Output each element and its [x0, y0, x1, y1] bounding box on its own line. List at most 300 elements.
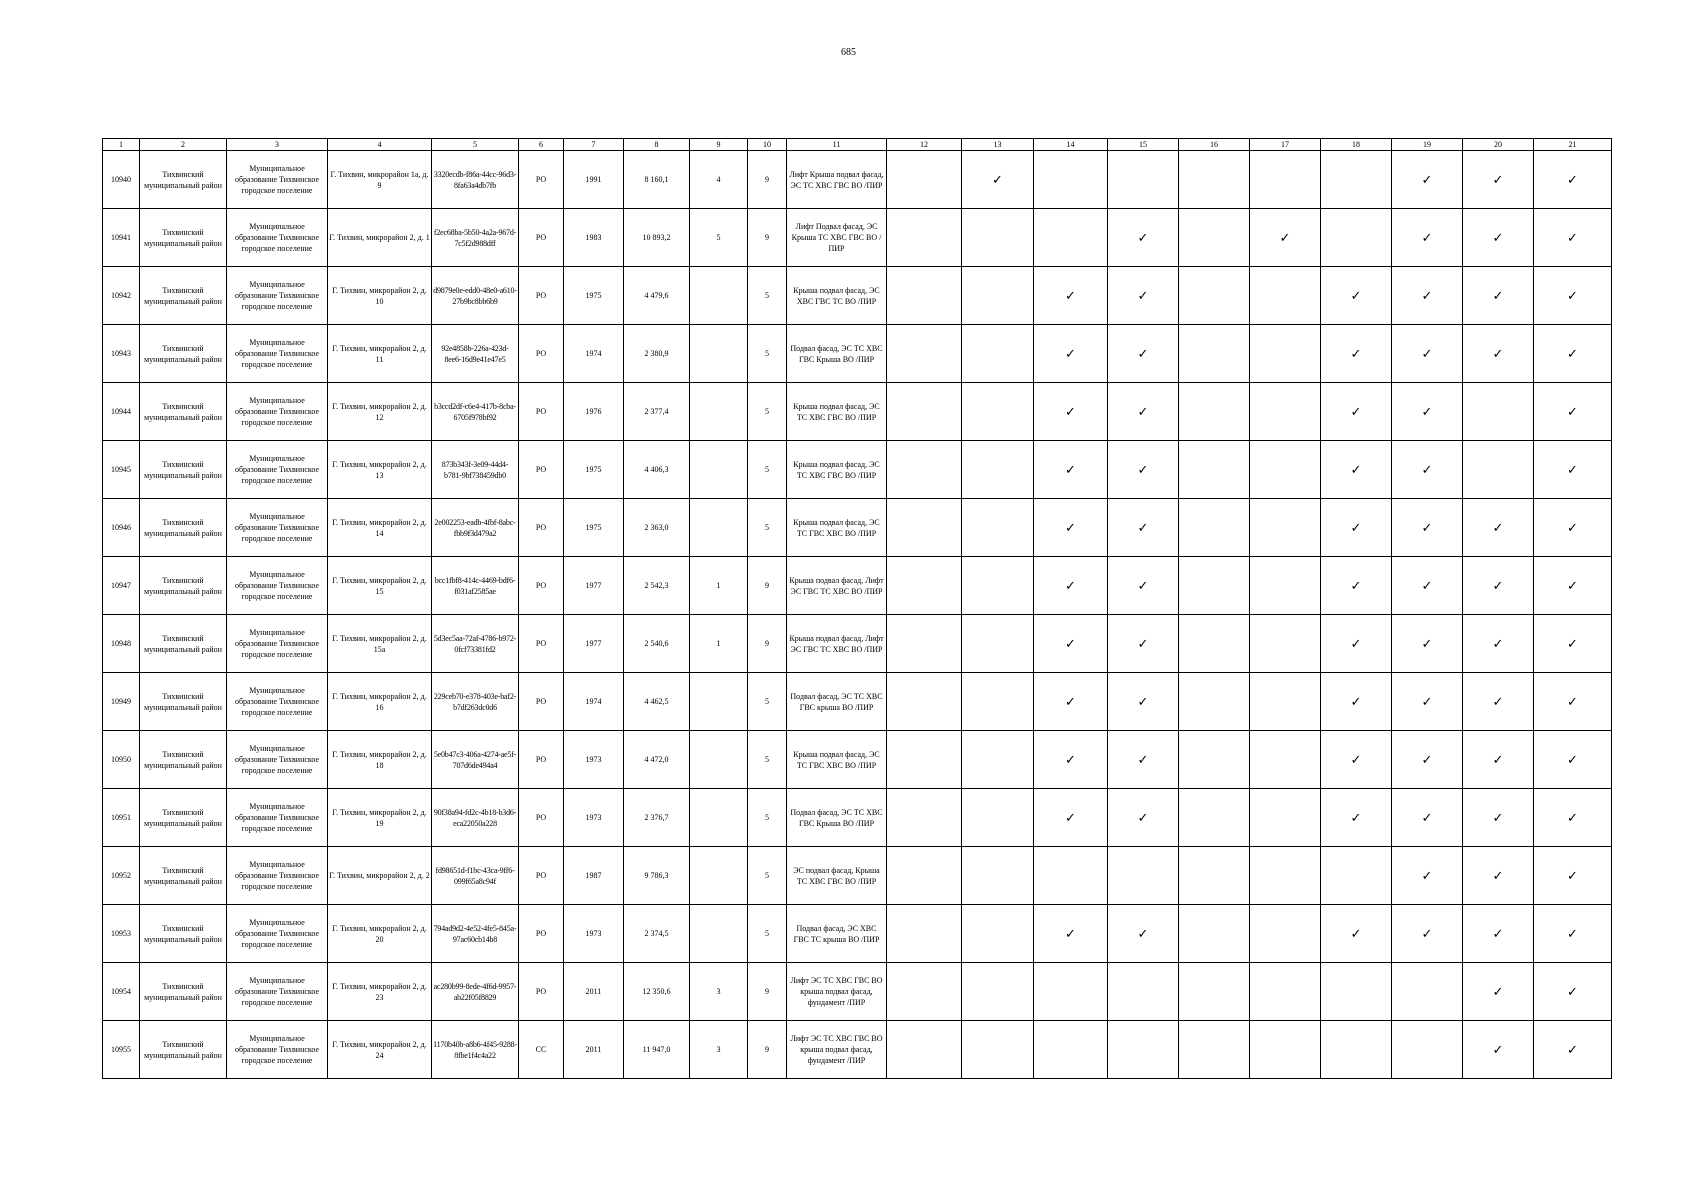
empty-mark-cell: [1392, 1021, 1463, 1079]
district-cell: Тихвинский муниципальный район: [140, 673, 227, 731]
table-row: [103, 325, 1612, 383]
check-mark-icon: ✓: [1137, 578, 1149, 593]
column-number-header: 2: [140, 139, 227, 151]
check-mark-cell: [1321, 499, 1392, 557]
check-mark-cell: [1463, 673, 1534, 731]
column-9-cell: [690, 441, 748, 499]
empty-mark-cell: [887, 731, 962, 789]
check-mark-icon: ✓: [1492, 810, 1504, 825]
check-mark-cell: [1321, 267, 1392, 325]
empty-mark-cell: [962, 847, 1034, 905]
district-cell: Тихвинский муниципальный район: [140, 905, 227, 963]
table-row: [103, 383, 1612, 441]
check-mark-icon: ✓: [1421, 868, 1433, 883]
check-mark-cell: [1108, 267, 1179, 325]
check-mark-icon: ✓: [1137, 404, 1149, 419]
column-number-header: 7: [564, 139, 624, 151]
column-number-header: 19: [1392, 139, 1463, 151]
empty-mark-cell: [1179, 847, 1250, 905]
empty-mark-cell: [1392, 963, 1463, 1021]
municipality-cell: Муниципальное образование Тихвинское городское поселение: [227, 1021, 328, 1079]
column-10-cell: 5: [748, 847, 787, 905]
check-mark-icon: ✓: [1421, 230, 1433, 245]
empty-mark-cell: [1108, 151, 1179, 209]
area-cell: 4 406,3: [624, 441, 690, 499]
table-row: [103, 441, 1612, 499]
check-mark-icon: ✓: [1065, 636, 1076, 651]
district-cell: Тихвинский муниципальный район: [140, 499, 227, 557]
record-id-cell: 10954: [103, 963, 140, 1021]
check-mark-cell: [1321, 325, 1392, 383]
area-cell: 2 363,0: [624, 499, 690, 557]
house-uuid-cell: d9879e0e-edd0-48e0-a610-27b9bc8bb6b9: [432, 267, 519, 325]
column-number-header: 15: [1108, 139, 1179, 151]
house-uuid-cell: 229ceb70-e378-403e-baf2-b7df263dc0d6: [432, 673, 519, 731]
empty-mark-cell: [1179, 615, 1250, 673]
district-cell: Тихвинский муниципальный район: [140, 731, 227, 789]
municipality-cell: Муниципальное образование Тихвинское городское поселение: [227, 731, 328, 789]
table-row: [103, 847, 1612, 905]
empty-mark-cell: [962, 963, 1034, 1021]
house-uuid-cell: 90f38a94-fd2c-4b18-b3d6-eca22050a228: [432, 789, 519, 847]
works-list-cell: Крыша подвал фасад, ЭС ТС ХВС ГВС ВО /ПИР: [787, 441, 887, 499]
column-number-header: 9: [690, 139, 748, 151]
table-row: [103, 615, 1612, 673]
check-mark-icon: ✓: [1350, 288, 1362, 303]
check-mark-icon: ✓: [1137, 462, 1149, 477]
check-mark-cell: [1392, 209, 1463, 267]
column-10-cell: 9: [748, 209, 787, 267]
house-uuid-cell: 92e4858b-226a-423d-8ee6-16d9e41e47e5: [432, 325, 519, 383]
empty-mark-cell: [1250, 151, 1321, 209]
check-mark-icon: ✓: [1421, 288, 1433, 303]
check-mark-cell: [1034, 325, 1108, 383]
record-id-cell: 10941: [103, 209, 140, 267]
check-mark-cell: [1463, 151, 1534, 209]
works-list-cell: Подвал фасад, ЭС ТС ХВС ГВС Крыша ВО /ПИР: [787, 325, 887, 383]
empty-mark-cell: [1250, 557, 1321, 615]
check-mark-cell: [1534, 325, 1612, 383]
column-10-cell: 5: [748, 267, 787, 325]
area-cell: 10 893,2: [624, 209, 690, 267]
check-mark-icon: ✓: [1065, 810, 1076, 825]
check-mark-cell: [1534, 905, 1612, 963]
address-cell: Г. Тихвин, микрорайон 2, д. 2: [328, 847, 432, 905]
table-row: [103, 673, 1612, 731]
area-cell: 4 479,6: [624, 267, 690, 325]
check-mark-icon: ✓: [1350, 752, 1362, 767]
check-mark-cell: [1034, 383, 1108, 441]
column-number-header: 20: [1463, 139, 1534, 151]
ownership-type-cell: РО: [519, 557, 564, 615]
works-list-cell: Лифт ЭС ТС ХВС ГВС ВО крыша подвал фасад, фундамент /ПИР: [787, 1021, 887, 1079]
column-number-header: 14: [1034, 139, 1108, 151]
address-cell: Г. Тихвин, микрорайон 2, д. 16: [328, 673, 432, 731]
municipality-cell: Муниципальное образование Тихвинское городское поселение: [227, 383, 328, 441]
check-mark-icon: ✓: [1350, 462, 1362, 477]
column-number-header: 4: [328, 139, 432, 151]
empty-mark-cell: [887, 325, 962, 383]
check-mark-cell: [1034, 731, 1108, 789]
works-list-cell: Крыша подвал фасад, ЭС ТС ГВС ХВС ВО /ПИР: [787, 731, 887, 789]
address-cell: Г. Тихвин, микрорайон 2, д. 15: [328, 557, 432, 615]
check-mark-cell: [1534, 963, 1612, 1021]
check-mark-cell: [1034, 905, 1108, 963]
empty-mark-cell: [887, 557, 962, 615]
works-list-cell: Лифт Крыша подвал фасад, ЭС ТС ХВС ГВС ВО /ПИР: [787, 151, 887, 209]
column-9-cell: [690, 673, 748, 731]
empty-mark-cell: [962, 325, 1034, 383]
check-mark-icon: ✓: [1065, 694, 1076, 709]
address-cell: Г. Тихвин, микрорайон 2, д. 23: [328, 963, 432, 1021]
check-mark-cell: [1392, 325, 1463, 383]
empty-mark-cell: [1250, 441, 1321, 499]
empty-mark-cell: [1108, 1021, 1179, 1079]
area-cell: 2 380,9: [624, 325, 690, 383]
check-mark-cell: [1321, 441, 1392, 499]
check-mark-icon: ✓: [1421, 752, 1433, 767]
check-mark-cell: [1534, 731, 1612, 789]
empty-mark-cell: [887, 847, 962, 905]
check-mark-cell: [1034, 673, 1108, 731]
check-mark-icon: ✓: [1492, 172, 1504, 187]
check-mark-icon: ✓: [1492, 636, 1504, 651]
empty-mark-cell: [1179, 441, 1250, 499]
area-cell: 2 540,6: [624, 615, 690, 673]
table-row: [103, 789, 1612, 847]
ownership-type-cell: РО: [519, 731, 564, 789]
check-mark-cell: [1534, 673, 1612, 731]
empty-mark-cell: [962, 731, 1034, 789]
municipality-cell: Муниципальное образование Тихвинское городское поселение: [227, 151, 328, 209]
house-uuid-cell: 1170b40b-a8b6-4f45-9288-8fbe1f4c4a22: [432, 1021, 519, 1079]
house-uuid-cell: ac280b99-8ede-4f6d-9957-ab22f05f8829: [432, 963, 519, 1021]
house-uuid-cell: fd98651d-f1bc-43ca-9ff6-099f65a8c94f: [432, 847, 519, 905]
check-mark-cell: [1108, 325, 1179, 383]
check-mark-icon: ✓: [1137, 694, 1149, 709]
check-mark-cell: [1534, 151, 1612, 209]
year-built-cell: 1973: [564, 789, 624, 847]
empty-mark-cell: [962, 673, 1034, 731]
check-mark-icon: ✓: [1567, 984, 1578, 999]
empty-mark-cell: [1250, 499, 1321, 557]
check-mark-cell: [1321, 789, 1392, 847]
empty-mark-cell: [962, 1021, 1034, 1079]
column-number-header: 10: [748, 139, 787, 151]
works-list-cell: Лифт ЭС ТС ХВС ГВС ВО крыша подвал фасад, фундамент /ПИР: [787, 963, 887, 1021]
check-mark-icon: ✓: [1567, 868, 1578, 883]
check-mark-icon: ✓: [1350, 694, 1362, 709]
year-built-cell: 1977: [564, 557, 624, 615]
ownership-type-cell: РО: [519, 441, 564, 499]
check-mark-icon: ✓: [1350, 404, 1362, 419]
check-mark-cell: [1392, 441, 1463, 499]
table-row: [103, 1021, 1612, 1079]
year-built-cell: 1991: [564, 151, 624, 209]
check-mark-icon: ✓: [1492, 578, 1504, 593]
column-9-cell: [690, 905, 748, 963]
year-built-cell: 1975: [564, 267, 624, 325]
record-id-cell: 10944: [103, 383, 140, 441]
empty-mark-cell: [962, 209, 1034, 267]
municipality-cell: Муниципальное образование Тихвинское городское поселение: [227, 963, 328, 1021]
area-cell: 12 350,6: [624, 963, 690, 1021]
empty-mark-cell: [1179, 209, 1250, 267]
works-list-cell: Крыша подвал фасад, ЭС ТС ХВС ГВС ВО /ПИР: [787, 383, 887, 441]
check-mark-icon: ✓: [1065, 346, 1076, 361]
area-cell: 11 947,0: [624, 1021, 690, 1079]
column-number-header: 5: [432, 139, 519, 151]
column-9-cell: 4: [690, 151, 748, 209]
check-mark-cell: [1392, 789, 1463, 847]
area-cell: 2 376,7: [624, 789, 690, 847]
address-cell: Г. Тихвин, микрорайон 2, д. 15а: [328, 615, 432, 673]
check-mark-icon: ✓: [1065, 578, 1076, 593]
record-id-cell: 10940: [103, 151, 140, 209]
empty-mark-cell: [1250, 325, 1321, 383]
check-mark-cell: [1108, 673, 1179, 731]
column-number-header: 13: [962, 139, 1034, 151]
record-id-cell: 10945: [103, 441, 140, 499]
check-mark-icon: ✓: [1421, 810, 1433, 825]
column-10-cell: 5: [748, 499, 787, 557]
municipality-cell: Муниципальное образование Тихвинское городское поселение: [227, 267, 328, 325]
empty-mark-cell: [962, 557, 1034, 615]
check-mark-cell: [1034, 557, 1108, 615]
column-number-header: 12: [887, 139, 962, 151]
check-mark-cell: [1392, 731, 1463, 789]
check-mark-icon: ✓: [1279, 230, 1291, 245]
check-mark-icon: ✓: [1567, 636, 1578, 651]
housing-register-table: [102, 138, 1612, 1079]
check-mark-cell: [1108, 615, 1179, 673]
district-cell: Тихвинский муниципальный район: [140, 557, 227, 615]
check-mark-cell: [1534, 1021, 1612, 1079]
house-uuid-cell: 794ad9d2-4e52-4fe5-845a-97ac60cb14b8: [432, 905, 519, 963]
house-uuid-cell: 3320ecdb-f86a-44cc-96d3-8fa63a4db7fb: [432, 151, 519, 209]
municipality-cell: Муниципальное образование Тихвинское городское поселение: [227, 847, 328, 905]
column-10-cell: 9: [748, 151, 787, 209]
check-mark-cell: [1463, 325, 1534, 383]
table-row: [103, 731, 1612, 789]
empty-mark-cell: [1321, 1021, 1392, 1079]
municipality-cell: Муниципальное образование Тихвинское городское поселение: [227, 789, 328, 847]
check-mark-icon: ✓: [1567, 578, 1578, 593]
check-mark-cell: [1463, 847, 1534, 905]
empty-mark-cell: [1463, 383, 1534, 441]
empty-mark-cell: [1250, 731, 1321, 789]
check-mark-cell: [1534, 267, 1612, 325]
municipality-cell: Муниципальное образование Тихвинское городское поселение: [227, 673, 328, 731]
check-mark-cell: [1463, 905, 1534, 963]
district-cell: Тихвинский муниципальный район: [140, 151, 227, 209]
works-list-cell: ЭС подвал фасад, Крыша ТС ХВС ГВС ВО /ПИР: [787, 847, 887, 905]
check-mark-icon: ✓: [1421, 636, 1433, 651]
column-number-header-row: [103, 139, 1612, 151]
check-mark-icon: ✓: [1421, 346, 1433, 361]
empty-mark-cell: [1179, 499, 1250, 557]
address-cell: Г. Тихвин, микрорайон 2, д. 18: [328, 731, 432, 789]
column-9-cell: 1: [690, 615, 748, 673]
record-id-cell: 10948: [103, 615, 140, 673]
check-mark-cell: [1463, 615, 1534, 673]
check-mark-icon: ✓: [1350, 636, 1362, 651]
empty-mark-cell: [1034, 209, 1108, 267]
empty-mark-cell: [1463, 441, 1534, 499]
check-mark-icon: ✓: [1492, 1042, 1504, 1057]
check-mark-icon: ✓: [1421, 694, 1433, 709]
record-id-cell: 10952: [103, 847, 140, 905]
column-9-cell: [690, 731, 748, 789]
empty-mark-cell: [1034, 1021, 1108, 1079]
record-id-cell: 10955: [103, 1021, 140, 1079]
area-cell: 4 462,5: [624, 673, 690, 731]
check-mark-cell: [1108, 557, 1179, 615]
check-mark-icon: ✓: [1065, 288, 1076, 303]
empty-mark-cell: [887, 267, 962, 325]
year-built-cell: 1973: [564, 905, 624, 963]
table-body: [103, 139, 1612, 1079]
check-mark-icon: ✓: [1492, 926, 1504, 941]
check-mark-cell: [1463, 267, 1534, 325]
empty-mark-cell: [1179, 731, 1250, 789]
check-mark-icon: ✓: [1137, 346, 1149, 361]
column-number-header: 18: [1321, 139, 1392, 151]
check-mark-cell: [1321, 615, 1392, 673]
column-9-cell: 5: [690, 209, 748, 267]
empty-mark-cell: [1250, 1021, 1321, 1079]
works-list-cell: Лифт Подвал фасад, ЭС Крыша ТС ХВС ГВС ВО /ПИР: [787, 209, 887, 267]
year-built-cell: 1973: [564, 731, 624, 789]
column-9-cell: [690, 499, 748, 557]
works-list-cell: Крыша подвал фасад, ЭС ХВС ГВС ТС ВО /ПИР: [787, 267, 887, 325]
check-mark-icon: ✓: [1421, 520, 1433, 535]
column-9-cell: [690, 383, 748, 441]
check-mark-cell: [1463, 963, 1534, 1021]
table-row: [103, 963, 1612, 1021]
check-mark-icon: ✓: [1567, 810, 1578, 825]
area-cell: 2 377,4: [624, 383, 690, 441]
check-mark-cell: [962, 151, 1034, 209]
check-mark-cell: [1392, 847, 1463, 905]
column-number-header: 3: [227, 139, 328, 151]
check-mark-cell: [1034, 499, 1108, 557]
empty-mark-cell: [887, 151, 962, 209]
empty-mark-cell: [962, 383, 1034, 441]
table-row: [103, 151, 1612, 209]
empty-mark-cell: [1321, 151, 1392, 209]
empty-mark-cell: [1179, 905, 1250, 963]
check-mark-cell: [1534, 441, 1612, 499]
check-mark-icon: ✓: [1567, 404, 1578, 419]
check-mark-cell: [1534, 383, 1612, 441]
column-10-cell: 9: [748, 963, 787, 1021]
house-uuid-cell: 873b343f-3e09-44d4-b781-9bf738459db0: [432, 441, 519, 499]
works-list-cell: Подвал фасад, ЭС ХВС ГВС ТС крыша ВО /ПИР: [787, 905, 887, 963]
check-mark-cell: [1534, 615, 1612, 673]
record-id-cell: 10946: [103, 499, 140, 557]
check-mark-icon: ✓: [1567, 1042, 1578, 1057]
check-mark-cell: [1534, 209, 1612, 267]
district-cell: Тихвинский муниципальный район: [140, 267, 227, 325]
check-mark-cell: [1108, 383, 1179, 441]
empty-mark-cell: [1321, 209, 1392, 267]
column-10-cell: 5: [748, 731, 787, 789]
district-cell: Тихвинский муниципальный район: [140, 209, 227, 267]
house-uuid-cell: 5e0b47c3-406a-4274-ae5f-707d6de494a4: [432, 731, 519, 789]
column-number-header: 11: [787, 139, 887, 151]
address-cell: Г. Тихвин, микрорайон 2, д. 19: [328, 789, 432, 847]
empty-mark-cell: [962, 499, 1034, 557]
district-cell: Тихвинский муниципальный район: [140, 615, 227, 673]
check-mark-icon: ✓: [1492, 288, 1504, 303]
check-mark-cell: [1392, 557, 1463, 615]
works-list-cell: Крыша подвал фасад, Лифт ЭС ГВС ТС ХВС ВО /ПИР: [787, 557, 887, 615]
district-cell: Тихвинский муниципальный район: [140, 847, 227, 905]
municipality-cell: Муниципальное образование Тихвинское городское поселение: [227, 441, 328, 499]
district-cell: Тихвинский муниципальный район: [140, 441, 227, 499]
year-built-cell: 1975: [564, 441, 624, 499]
empty-mark-cell: [1250, 905, 1321, 963]
municipality-cell: Муниципальное образование Тихвинское городское поселение: [227, 499, 328, 557]
check-mark-cell: [1534, 847, 1612, 905]
ownership-type-cell: РО: [519, 383, 564, 441]
check-mark-cell: [1108, 789, 1179, 847]
empty-mark-cell: [1034, 151, 1108, 209]
ownership-type-cell: СС: [519, 1021, 564, 1079]
check-mark-icon: ✓: [1137, 926, 1149, 941]
address-cell: Г. Тихвин, микрорайон 2, д. 10: [328, 267, 432, 325]
empty-mark-cell: [1179, 383, 1250, 441]
ownership-type-cell: РО: [519, 267, 564, 325]
municipality-cell: Муниципальное образование Тихвинское городское поселение: [227, 325, 328, 383]
empty-mark-cell: [962, 441, 1034, 499]
table-row: [103, 905, 1612, 963]
empty-mark-cell: [887, 499, 962, 557]
page-number: 685: [841, 47, 856, 58]
column-10-cell: 5: [748, 383, 787, 441]
check-mark-cell: [1108, 209, 1179, 267]
check-mark-icon: ✓: [1492, 346, 1504, 361]
ownership-type-cell: РО: [519, 209, 564, 267]
municipality-cell: Муниципальное образование Тихвинское городское поселение: [227, 615, 328, 673]
municipality-cell: Муниципальное образование Тихвинское городское поселение: [227, 557, 328, 615]
check-mark-cell: [1534, 499, 1612, 557]
empty-mark-cell: [1179, 1021, 1250, 1079]
empty-mark-cell: [887, 673, 962, 731]
empty-mark-cell: [887, 441, 962, 499]
address-cell: Г. Тихвин, микрорайон 2, д. 20: [328, 905, 432, 963]
column-10-cell: 5: [748, 325, 787, 383]
check-mark-cell: [1250, 209, 1321, 267]
address-cell: Г. Тихвин, микрорайон 2, д. 1: [328, 209, 432, 267]
district-cell: Тихвинский муниципальный район: [140, 963, 227, 1021]
check-mark-icon: ✓: [1137, 520, 1149, 535]
ownership-type-cell: РО: [519, 789, 564, 847]
area-cell: 9 786,3: [624, 847, 690, 905]
ownership-type-cell: РО: [519, 499, 564, 557]
check-mark-icon: ✓: [1065, 462, 1076, 477]
check-mark-cell: [1392, 383, 1463, 441]
record-id-cell: 10953: [103, 905, 140, 963]
column-9-cell: [690, 847, 748, 905]
column-number-header: 21: [1534, 139, 1612, 151]
check-mark-cell: [1108, 731, 1179, 789]
address-cell: Г. Тихвин, микрорайон 1а, д. 9: [328, 151, 432, 209]
check-mark-icon: ✓: [1492, 694, 1504, 709]
check-mark-cell: [1534, 789, 1612, 847]
empty-mark-cell: [1179, 151, 1250, 209]
